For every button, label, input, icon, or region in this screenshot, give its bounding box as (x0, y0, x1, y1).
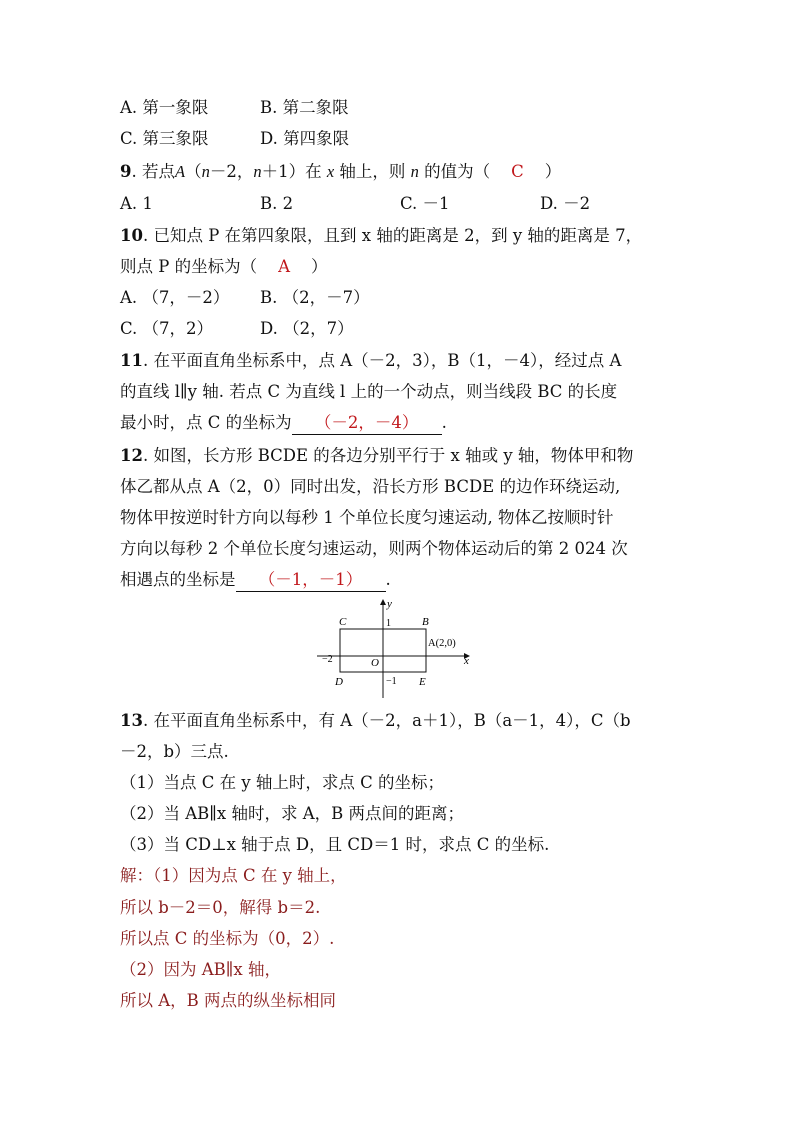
q12-line1 (120, 445, 633, 467)
q12-line4: 方向以每秒 2 个单位长度匀速运动，则两个物体运动后的第 2 024 次 (120, 539, 628, 558)
q13-part1: （1）当点 C 在 y 轴上时，求点 C 的坐标； (120, 773, 445, 792)
q12-line5 (120, 569, 391, 592)
label-b: B (422, 616, 429, 628)
q9-option-b: B. 2 (260, 194, 294, 213)
tick-minus1: −1 (386, 676, 397, 687)
q11-line1 (120, 350, 621, 372)
q10-number: 10 (120, 226, 143, 245)
q10-close: ） (310, 257, 328, 276)
q10-stem-line2 (120, 256, 327, 278)
solution-line3: 所以点 C 的坐标为（0，2）. (120, 929, 335, 948)
label-e: E (419, 676, 426, 688)
label-x: x (464, 655, 469, 667)
q11-line2: 的直线 l∥y 轴. 若点 C 为直线 l 上的一个动点，则当线段 BC 的长度 (120, 382, 618, 401)
q11-line1-text: . 在平面直角坐标系中，点 A（－2，3），B（1，－4），经过点 A (142, 351, 622, 370)
q9-text: . 若点A（n－2，n＋1）在 x 轴上，则 n 的值为（ (131, 162, 512, 181)
q9-option-a: A. 1 (120, 194, 153, 213)
label-d: D (335, 676, 343, 688)
label-o: O (371, 657, 379, 669)
q8-option-a: A. 第一象限 (120, 98, 209, 117)
solution-line1: 解：（1）因为点 C 在 y 轴上， (120, 866, 347, 885)
label-y: y (387, 598, 392, 610)
q13-line2: －2，b）三点. (120, 742, 229, 761)
coordinate-figure (315, 596, 475, 700)
q13-number: 13 (120, 711, 143, 730)
q10-option-a: A. （7，－2） (120, 288, 230, 307)
tick-minus2: −2 (322, 654, 333, 665)
q13-line1 (120, 710, 631, 732)
q8-option-d: D. 第四象限 (260, 129, 350, 148)
q13-part2: （2）当 AB∥x 轴时，求 A，B 两点间的距离； (120, 804, 464, 823)
q12-line3: 物体甲按逆时针方向以每秒 1 个单位长度匀速运动, 物体乙按顺时针 (120, 508, 614, 527)
q9-stem (120, 161, 561, 183)
q13-line1-text: . 在平面直角坐标系中，有 A（－2，a＋1），B（a－1，4），C（b (142, 711, 631, 730)
label-c: C (339, 616, 347, 628)
q11-number: 11 (120, 351, 143, 370)
q11-end: . (441, 413, 447, 432)
q12-answer: （－1，－1） (236, 569, 386, 592)
q12-line2: 体乙都从点 A（2，0）同时出发，沿长方形 BCDE 的边作环绕运动, (120, 477, 621, 496)
q10-option-d: D. （2，7） (260, 319, 354, 338)
q11-line3 (120, 412, 447, 435)
solution-line4: （2）因为 AB∥x 轴， (120, 960, 281, 979)
q10-stem-line1 (120, 225, 642, 247)
q13-part3: （3）当 CD⊥x 轴于点 D，且 CD＝1 时，求点 C 的坐标. (120, 835, 550, 854)
tick-1: 1 (386, 618, 391, 629)
q12-line1-text: . 如图，长方形 BCDE 的各边分别平行于 x 轴或 y 轴，物体甲和物 (142, 446, 634, 465)
q9-option-c: C. －1 (400, 194, 450, 213)
q10-line1: . 已知点 P 在第四象限，且到 x 轴的距离是 2，到 y 轴的距离是 7， (142, 226, 643, 245)
label-a: A(2,0) (428, 638, 456, 649)
q11-answer: （－2，－4） (292, 412, 442, 435)
q9-close: ） (523, 162, 562, 181)
q9-option-d: D. －2 (540, 194, 591, 213)
q10-option-c: C. （7，2） (120, 319, 214, 338)
q10-option-b: B. （2，－7） (260, 288, 370, 307)
q12-number: 12 (120, 446, 143, 465)
q8-option-b: B. 第二象限 (260, 98, 349, 117)
q12-line5-text: 相遇点的坐标是 (120, 570, 236, 589)
solution-line5: 所以 A，B 两点的纵坐标相同 (120, 991, 337, 1010)
q10-answer: A (278, 257, 290, 276)
q9-answer: C (511, 162, 524, 181)
q8-option-c: C. 第三象限 (120, 129, 209, 148)
q9-number: 9 (120, 162, 132, 181)
solution-line2: 所以 b－2＝0，解得 b＝2. (120, 898, 321, 917)
q12-end: . (385, 570, 391, 589)
q11-line3-text: 最小时，点 C 的坐标为 (120, 413, 292, 432)
q10-line2: 则点 P 的坐标为（ (120, 257, 258, 276)
